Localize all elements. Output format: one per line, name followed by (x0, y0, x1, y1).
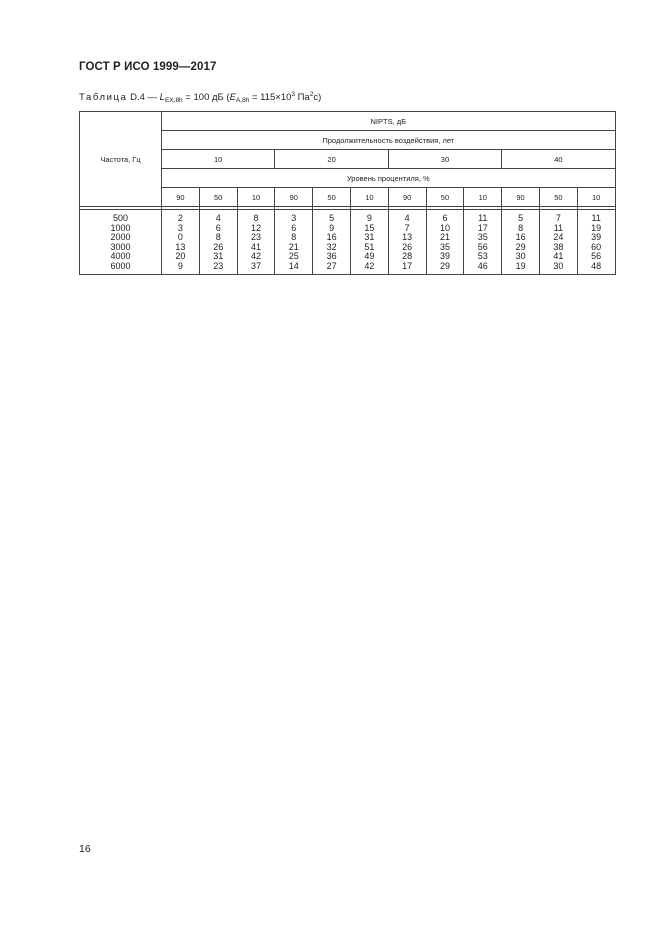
table-row (80, 262, 616, 274)
value-cell: 26 (199, 243, 237, 253)
document-header: ГОСТ Р ИСО 1999—2017 (79, 61, 217, 73)
value-cell: 29 (426, 262, 464, 274)
percentile-cell: 90 (275, 188, 313, 207)
caption-l-subscript: EX,8h (164, 97, 183, 104)
table-row (80, 252, 616, 262)
duration-cell: 20 (275, 150, 388, 169)
value-cell: 51 (350, 243, 388, 253)
value-cell: 37 (237, 262, 275, 274)
value-cell: 42 (237, 252, 275, 262)
value-cell: 4 (199, 210, 237, 224)
value-cell: 11 (539, 224, 577, 234)
value-cell: 13 (162, 243, 200, 253)
caption-label: Таблица (79, 92, 128, 103)
value-cell: 9 (162, 262, 200, 274)
value-cell: 35 (464, 233, 502, 243)
value-cell: 6 (275, 224, 313, 234)
value-cell: 14 (275, 262, 313, 274)
value-cell: 10 (426, 224, 464, 234)
value-cell: 23 (199, 262, 237, 274)
page-number: 16 (79, 843, 91, 855)
nipts-table (79, 111, 616, 275)
percentile-cell: 50 (539, 188, 577, 207)
value-cell: 11 (577, 210, 615, 224)
caption-e-unit: Па (297, 92, 310, 103)
value-cell: 31 (199, 252, 237, 262)
caption-e-unit-end: с) (313, 92, 322, 103)
frequency-cell: 6000 (80, 262, 162, 274)
frequency-header: Частота, Гц (80, 112, 162, 207)
value-cell: 31 (350, 233, 388, 243)
caption-number: D.4 — (130, 92, 158, 103)
percentile-cell: 90 (162, 188, 200, 207)
value-cell: 41 (237, 243, 275, 253)
value-cell: 28 (388, 252, 426, 262)
caption-e-subscript: A,8h (235, 97, 250, 104)
value-cell: 38 (539, 243, 577, 253)
value-cell: 60 (577, 243, 615, 253)
percentile-cell: 10 (237, 188, 275, 207)
percentile-cell: 10 (350, 188, 388, 207)
value-cell: 29 (502, 243, 540, 253)
frequency-cell: 500 (80, 210, 162, 224)
value-cell: 8 (237, 210, 275, 224)
value-cell: 24 (539, 233, 577, 243)
table-row (80, 224, 616, 234)
value-cell: 3 (275, 210, 313, 224)
value-cell: 8 (199, 233, 237, 243)
value-cell: 16 (502, 233, 540, 243)
caption-e-symbol: E (229, 92, 236, 103)
percentile-cell: 50 (426, 188, 464, 207)
value-cell: 8 (275, 233, 313, 243)
value-cell: 12 (237, 224, 275, 234)
caption-l-symbol: L (159, 92, 165, 103)
caption-equals: = 100 дБ ( (185, 92, 230, 103)
duration-cell: 30 (388, 150, 501, 169)
table-row (80, 233, 616, 243)
value-cell: 0 (162, 233, 200, 243)
value-cell: 3 (162, 224, 200, 234)
value-cell: 32 (313, 243, 351, 253)
caption-e-value: = 115×10 (251, 92, 292, 103)
nipts-header: NIPTS, дБ (162, 112, 616, 131)
frequency-cell: 4000 (80, 252, 162, 262)
table-row (80, 243, 616, 253)
value-cell: 5 (313, 210, 351, 224)
duration-cell: 40 (502, 150, 615, 169)
value-cell: 48 (577, 262, 615, 274)
percentile-cell: 50 (199, 188, 237, 207)
value-cell: 27 (313, 262, 351, 274)
value-cell: 35 (426, 243, 464, 253)
percentile-cell: 90 (388, 188, 426, 207)
value-cell: 13 (388, 233, 426, 243)
value-cell: 30 (502, 252, 540, 262)
value-cell: 5 (502, 210, 540, 224)
caption-e-unit-exponent: 2 (309, 91, 314, 98)
value-cell: 17 (388, 262, 426, 274)
value-cell: 6 (199, 224, 237, 234)
duration-cell: 10 (162, 150, 275, 169)
percentile-cell: 50 (313, 188, 351, 207)
table-caption (79, 91, 321, 104)
percentile-header: Уровень процентиля, % (162, 169, 616, 188)
value-cell: 41 (539, 252, 577, 262)
value-cell: 26 (388, 243, 426, 253)
percentile-cell: 10 (464, 188, 502, 207)
frequency-cell: 2000 (80, 233, 162, 243)
percentile-cell: 90 (502, 188, 540, 207)
value-cell: 9 (313, 224, 351, 234)
value-cell: 30 (539, 262, 577, 274)
percentile-cell: 10 (577, 188, 615, 207)
value-cell: 11 (464, 210, 502, 224)
value-cell: 15 (350, 224, 388, 234)
value-cell: 6 (426, 210, 464, 224)
value-cell: 16 (313, 233, 351, 243)
value-cell: 36 (313, 252, 351, 262)
value-cell: 19 (502, 262, 540, 274)
value-cell: 19 (577, 224, 615, 234)
value-cell: 21 (426, 233, 464, 243)
caption-e-exponent: 3 (291, 91, 296, 98)
value-cell: 25 (275, 252, 313, 262)
value-cell: 8 (502, 224, 540, 234)
value-cell: 2 (162, 210, 200, 224)
value-cell: 42 (350, 262, 388, 274)
value-cell: 7 (388, 224, 426, 234)
value-cell: 23 (237, 233, 275, 243)
value-cell: 49 (350, 252, 388, 262)
value-cell: 39 (426, 252, 464, 262)
value-cell: 56 (577, 252, 615, 262)
frequency-cell: 1000 (80, 224, 162, 234)
table-row (80, 210, 616, 224)
value-cell: 9 (350, 210, 388, 224)
frequency-cell: 3000 (80, 243, 162, 253)
value-cell: 21 (275, 243, 313, 253)
value-cell: 53 (464, 252, 502, 262)
duration-header: Продолжительность воздействия, лет (162, 131, 616, 150)
value-cell: 7 (539, 210, 577, 224)
value-cell: 4 (388, 210, 426, 224)
value-cell: 46 (464, 262, 502, 274)
value-cell: 39 (577, 233, 615, 243)
value-cell: 17 (464, 224, 502, 234)
value-cell: 56 (464, 243, 502, 253)
value-cell: 20 (162, 252, 200, 262)
